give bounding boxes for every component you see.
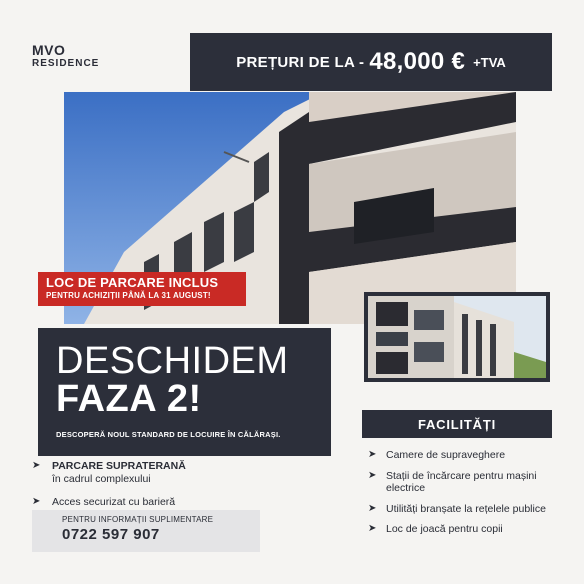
price-prefix: PREȚURI DE LA - — [236, 53, 365, 71]
facility-text: Loc de joacă pentru copii — [386, 523, 503, 536]
headline-line2: FAZA 2! — [56, 378, 202, 420]
facility-text: Stații de încărcare pentru mașini electrice — [386, 469, 537, 495]
price-banner — [190, 33, 552, 91]
feature-rest: în cadrul complexului — [52, 473, 151, 486]
headline-panel — [38, 328, 331, 456]
facilities-header: FACILITĂȚI — [362, 410, 552, 438]
list-item — [32, 496, 302, 509]
building-photo-side — [364, 292, 550, 382]
feature-text — [52, 460, 186, 486]
parking-badge-title: LOC DE PARCARE INCLUS — [46, 275, 219, 290]
brand-subtitle: RESIDENCE — [32, 58, 100, 70]
list-item — [368, 503, 568, 516]
arrow-right-icon: ➤ — [32, 496, 41, 508]
contact-label: PENTRU INFORMAȚII SUPLIMENTARE — [62, 515, 214, 524]
list-item — [368, 470, 568, 495]
feature-bold: PARCARE SUPRATERANĂ — [52, 460, 186, 472]
feature-rest: Acces securizat cu barieră — [52, 496, 176, 509]
facility-text: Utilități branșate la rețelele publice — [386, 502, 546, 515]
parking-badge-subtitle: PENTRU ACHIZIȚII PÂNĂ LA 31 AUGUST! — [46, 291, 211, 301]
headline-line1: DESCHIDEM — [56, 340, 289, 382]
brand-name: MVO — [32, 42, 66, 58]
list-item — [368, 449, 568, 462]
price-tax: +TVA — [473, 54, 506, 70]
price-amount: 48,000 € — [369, 48, 466, 75]
arrow-right-icon: ➤ — [368, 523, 377, 535]
facility-text: Camere de supraveghere — [386, 449, 506, 461]
headline-tagline: DESCOPERĂ NOUL STANDARD DE LOCUIRE ÎN CĂLĂRAȘI. — [56, 429, 281, 439]
arrow-right-icon: ➤ — [368, 449, 377, 460]
parking-promo-badge — [38, 272, 246, 306]
contact-box — [32, 510, 260, 552]
facilities-list — [368, 449, 568, 544]
contact-phone[interactable]: 0722 597 907 — [62, 526, 160, 543]
list-item — [368, 523, 568, 536]
arrow-right-icon: ➤ — [368, 469, 377, 481]
brand-logo — [32, 42, 99, 70]
arrow-right-icon: ➤ — [32, 460, 41, 471]
arrow-right-icon: ➤ — [368, 502, 377, 514]
list-item — [32, 460, 302, 486]
